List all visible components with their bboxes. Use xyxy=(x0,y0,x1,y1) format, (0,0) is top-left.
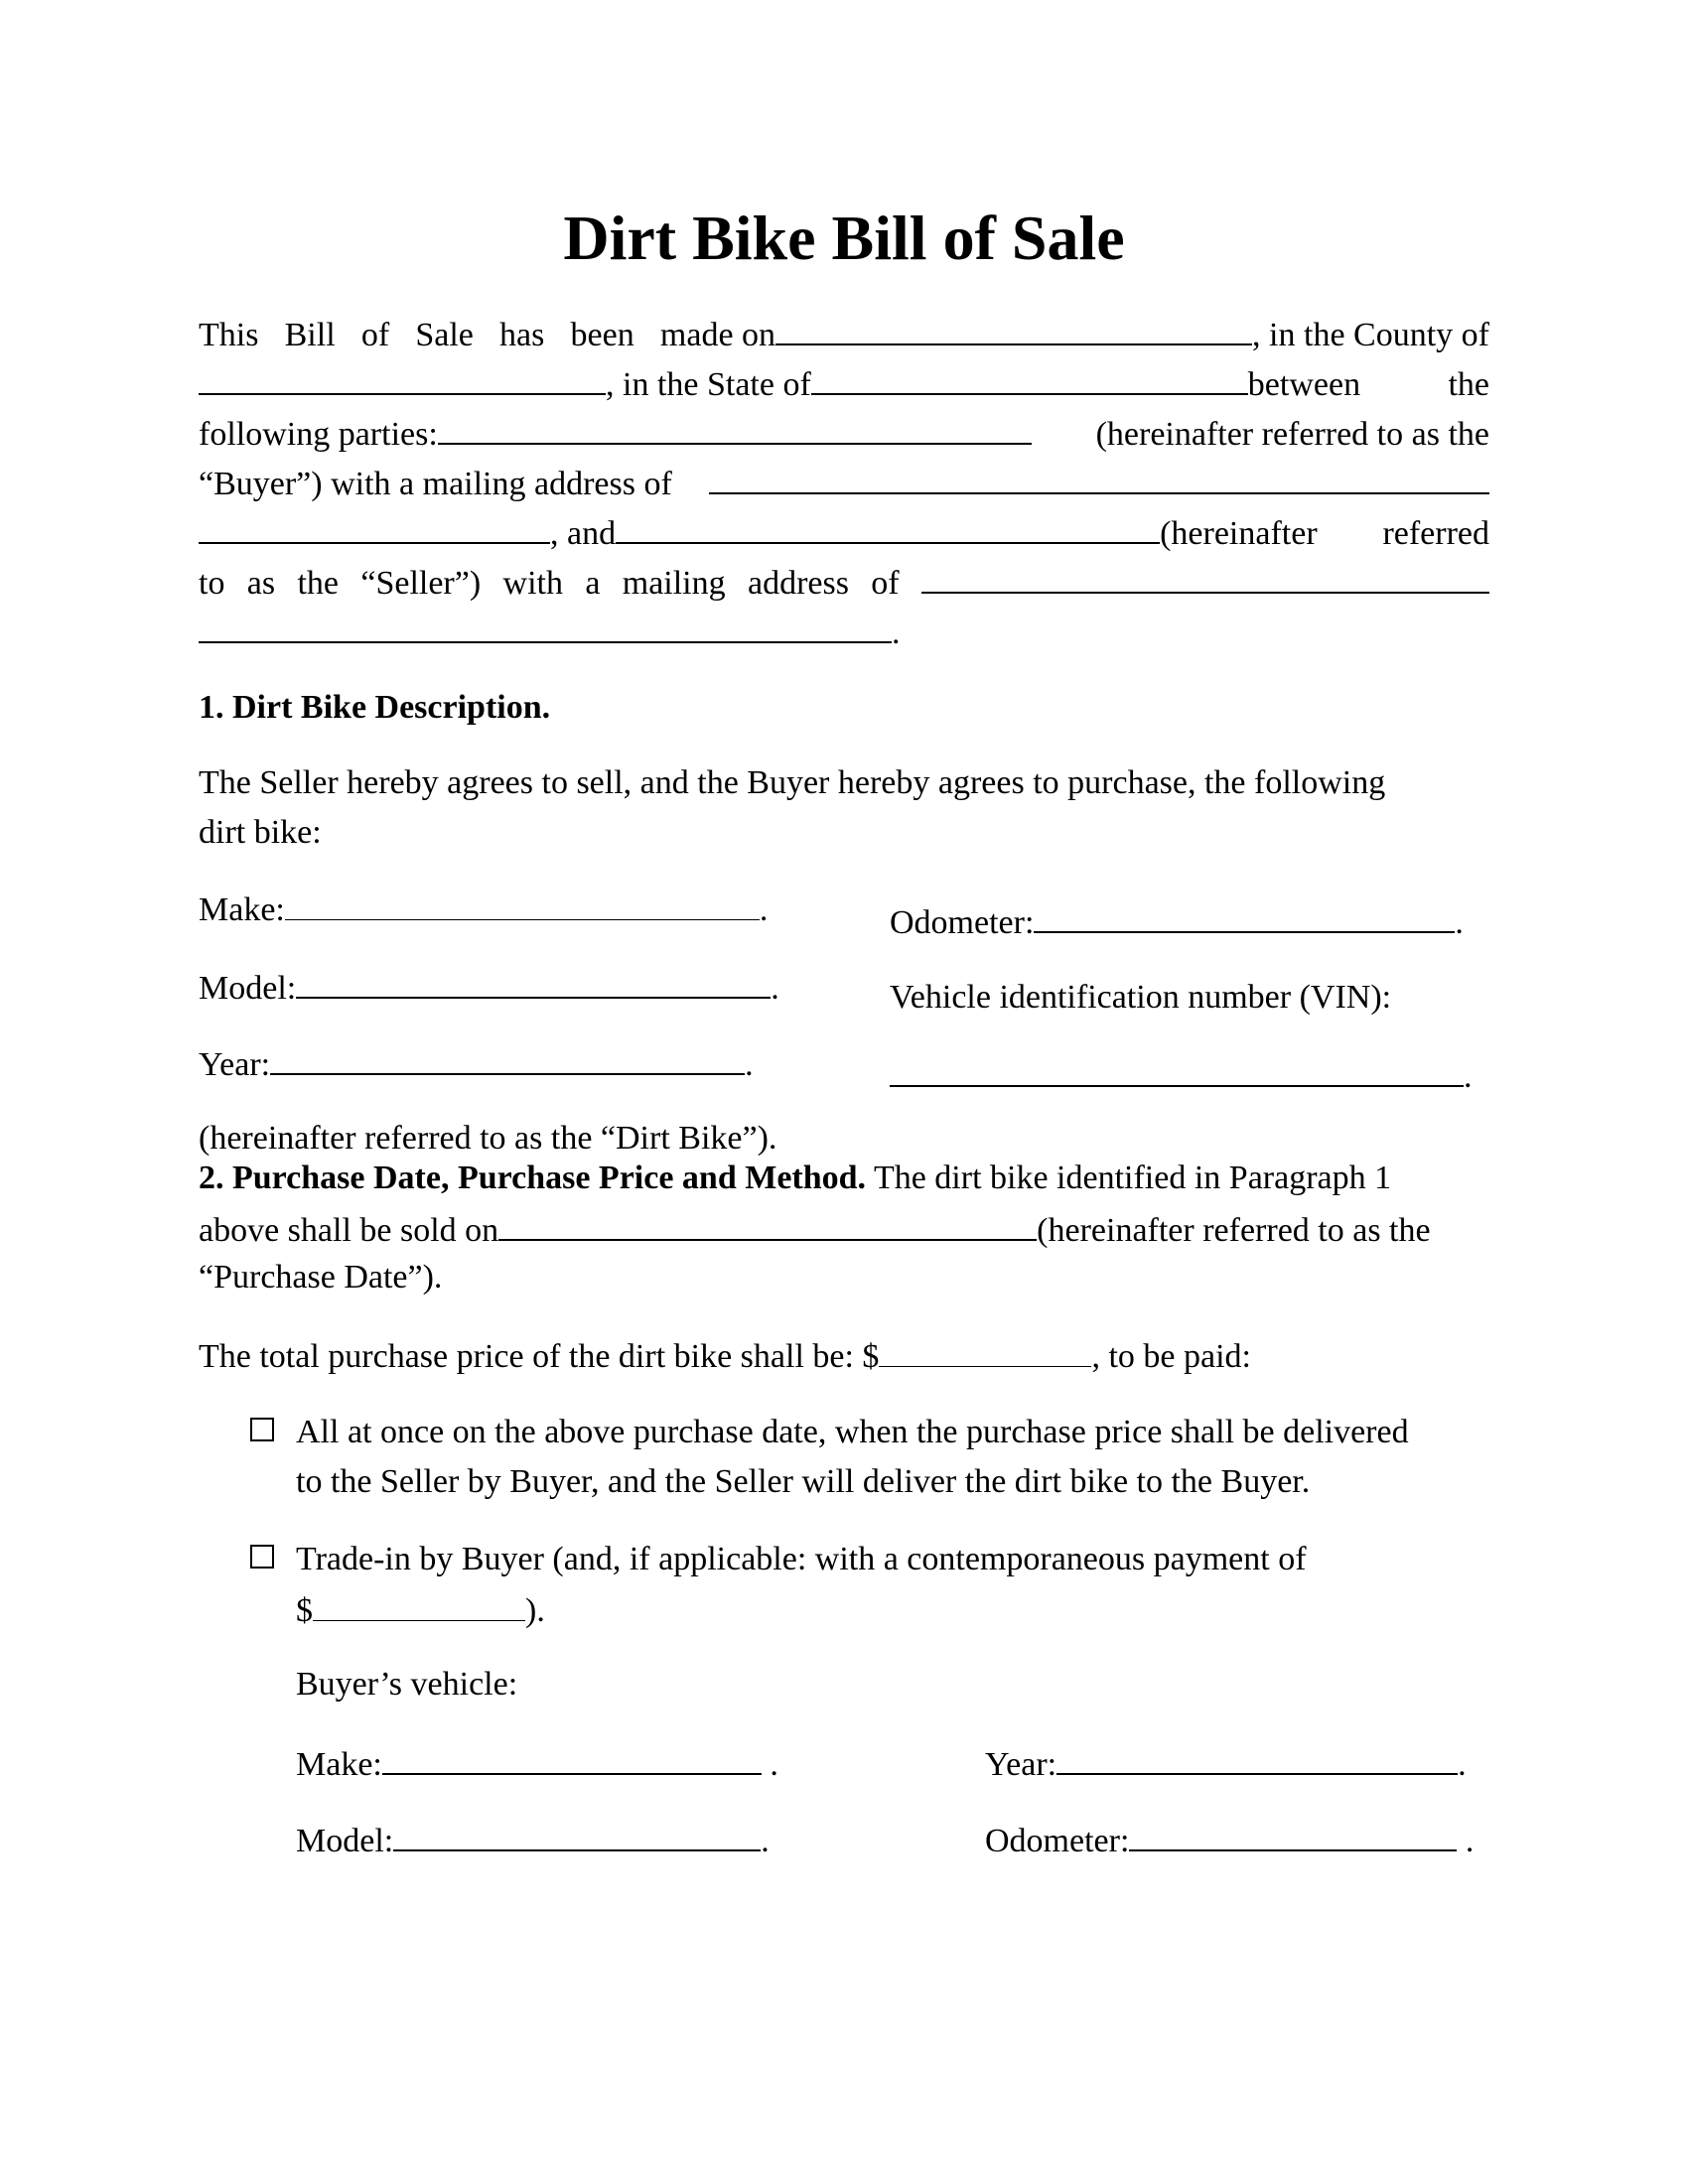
trade-in-year-label: Year: xyxy=(985,1746,1057,1783)
purchase-date-field[interactable] xyxy=(498,1203,1037,1241)
period: . xyxy=(1458,1746,1467,1783)
intro-word: to xyxy=(199,565,225,602)
intro-line-1 xyxy=(199,308,1489,357)
intro-word: with xyxy=(502,565,563,602)
trade-in-year-row xyxy=(985,1737,1467,1790)
purchase-price-line xyxy=(199,1330,1489,1380)
intro-word: the xyxy=(1448,366,1489,403)
intro-line-4 xyxy=(199,457,1489,506)
purchase-price-field[interactable] xyxy=(879,1330,1091,1367)
seller-address-field-2[interactable] xyxy=(199,606,892,643)
intro-line-2 xyxy=(199,357,1489,407)
period: . xyxy=(761,1746,778,1783)
intro-text: , in the County of xyxy=(1252,317,1489,353)
intro-text: , in the State of xyxy=(606,366,811,403)
intro-text: “Buyer”) with a mailing address of xyxy=(199,466,672,502)
period: . xyxy=(761,1823,770,1859)
intro-text: , and xyxy=(550,515,617,552)
intro-text: (hereinafter xyxy=(1160,515,1318,552)
trade-in-make-row xyxy=(296,1737,778,1790)
trade-in-checkbox[interactable] xyxy=(250,1545,274,1569)
buyer-name-field[interactable] xyxy=(438,407,1032,445)
intro-text: made on xyxy=(659,317,776,353)
trade-in-odometer-row xyxy=(985,1814,1474,1866)
intro-word: address xyxy=(747,565,849,602)
period: . xyxy=(1457,1823,1475,1859)
vin-row xyxy=(890,1049,1473,1102)
intro-text: following parties: xyxy=(199,416,438,453)
trade-in-model-row xyxy=(296,1814,770,1866)
trade-in-model-label: Model: xyxy=(296,1823,394,1859)
intro-word: been xyxy=(570,317,634,353)
buyer-address-field-2[interactable] xyxy=(199,506,550,544)
state-field[interactable] xyxy=(811,357,1248,395)
intro-word: has xyxy=(499,317,545,353)
intro-word: mailing xyxy=(622,565,726,602)
intro-text: between xyxy=(1247,366,1361,403)
purchase-price-text: , to be paid: xyxy=(1091,1338,1251,1375)
intro-line-3 xyxy=(199,407,1489,457)
intro-word: a xyxy=(585,565,601,602)
odometer-row xyxy=(890,895,1464,948)
period: . xyxy=(1464,1058,1473,1095)
buyer-address-field[interactable] xyxy=(709,457,1489,494)
section-2-text: above shall be sold on xyxy=(199,1212,499,1249)
county-field[interactable] xyxy=(199,357,606,395)
period: . xyxy=(1455,904,1464,941)
intro-word: Sale xyxy=(415,317,474,353)
intro-word: of xyxy=(360,317,390,353)
section-1-heading: 1. Dirt Bike Description. xyxy=(199,689,551,726)
intro-word: “Seller”) xyxy=(360,565,482,602)
section-1-paragraph-line-2: dirt bike: xyxy=(199,814,322,851)
trade-in-odometer-field[interactable] xyxy=(1129,1814,1457,1851)
make-field[interactable] xyxy=(285,884,760,920)
make-row xyxy=(199,884,768,935)
intro-line-7 xyxy=(199,606,1489,655)
section-1-closing: (hereinafter referred to as the “Dirt Bike”). xyxy=(199,1120,777,1157)
section-2-line-3: “Purchase Date”). xyxy=(199,1259,443,1296)
option-2-line-1: Trade-in by Buyer (and, if applicable: with a contemporaneous payment of xyxy=(296,1541,1307,1577)
intro-word: the xyxy=(297,565,340,602)
seller-name-field[interactable] xyxy=(616,506,1160,544)
section-2-line-2 xyxy=(199,1203,1489,1253)
intro-word: of xyxy=(871,565,900,602)
vin-label: Vehicle identification number (VIN): xyxy=(890,979,1392,1016)
intro-word: as xyxy=(246,565,276,602)
period: . xyxy=(771,970,779,1007)
year-field[interactable] xyxy=(270,1037,745,1075)
option-1-line-2: to the Seller by Buyer, and the Seller will deliver the dirt bike to the Buyer. xyxy=(296,1463,1311,1500)
make-label: Make: xyxy=(199,891,285,928)
year-row xyxy=(199,1037,754,1090)
section-2-line-1 xyxy=(199,1154,1489,1203)
document-title: Dirt Bike Bill of Sale xyxy=(563,203,1125,273)
option-2-text: ). xyxy=(525,1592,545,1629)
option-2-line-2 xyxy=(296,1584,545,1636)
trade-in-year-field[interactable] xyxy=(1056,1737,1458,1775)
pay-all-at-once-checkbox[interactable] xyxy=(250,1418,274,1441)
period: . xyxy=(759,891,769,928)
vin-field[interactable] xyxy=(890,1049,1464,1087)
model-row xyxy=(199,961,779,1014)
section-2-text: (hereinafter referred to as the xyxy=(1037,1212,1431,1249)
purchase-price-text: The total purchase price of the dirt bike shall be: $ xyxy=(199,1338,880,1375)
intro-word: This xyxy=(199,317,259,353)
period: . xyxy=(745,1046,754,1083)
intro-line-5 xyxy=(199,506,1489,556)
section-1-paragraph-line-1: The Seller hereby agrees to sell, and the Buyer hereby agrees to purchase, the following xyxy=(199,764,1386,801)
trade-in-make-label: Make: xyxy=(296,1746,382,1783)
section-2-text: The dirt bike identified in Paragraph 1 xyxy=(866,1160,1392,1196)
buyers-vehicle-label: Buyer’s vehicle: xyxy=(296,1666,518,1703)
intro-word: Bill xyxy=(284,317,336,353)
trade-in-payment-field[interactable] xyxy=(313,1584,525,1621)
trade-in-make-field[interactable] xyxy=(382,1737,762,1775)
intro-line-6 xyxy=(199,556,1489,606)
seller-address-field[interactable] xyxy=(921,556,1489,594)
bill-date-field[interactable] xyxy=(775,308,1252,345)
odometer-label: Odometer: xyxy=(890,904,1035,941)
dollar-sign: $ xyxy=(296,1592,313,1629)
odometer-field[interactable] xyxy=(1034,895,1455,933)
section-2-heading: 2. Purchase Date, Purchase Price and Method. xyxy=(199,1160,867,1196)
trade-in-odometer-label: Odometer: xyxy=(985,1823,1130,1859)
option-1-line-1: All at once on the above purchase date, when the purchase price shall be delivered xyxy=(296,1414,1409,1450)
year-label: Year: xyxy=(199,1046,271,1083)
model-label: Model: xyxy=(199,970,297,1007)
intro-text: (hereinafter referred to as the xyxy=(1095,416,1489,453)
intro-text: . xyxy=(892,614,901,651)
trade-in-model-field[interactable] xyxy=(393,1814,761,1851)
intro-word: referred xyxy=(1382,515,1489,552)
model-field[interactable] xyxy=(296,961,771,999)
